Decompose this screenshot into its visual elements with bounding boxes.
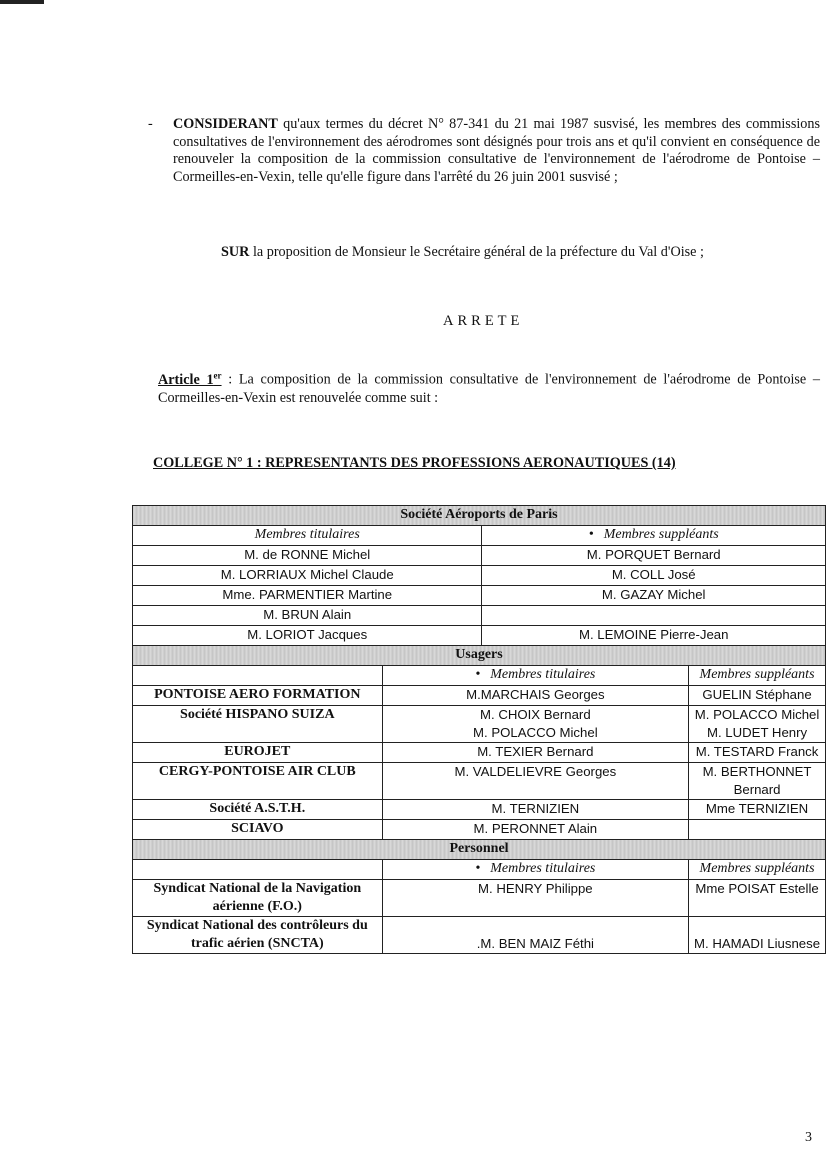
article-1-paragraph: [158, 366, 820, 407]
article-label: Article 1er: [158, 370, 222, 388]
section-header-aeroports: Société Aéroports de Paris: [133, 506, 826, 526]
org-cell: CERGY-PONTOISE AIR CLUB: [133, 763, 383, 800]
college-title: COLLEGE N° 1 : REPRESENTANTS DES PROFESSIONS AERONAUTIQUES (14): [153, 455, 676, 471]
scan-edge-mark: [0, 0, 44, 4]
suppleant-line: M. LUDET Henry: [706, 725, 808, 740]
org-cell: EUROJET: [133, 743, 383, 763]
titulaire-cell: M. TEXIER Bernard: [382, 743, 688, 763]
considerant-text: qu'aux termes du décret N° 87-341 du 21 mai 1987 susvisé, les membres des commissions consultatives de l'environnement des aérodromes sont désignés pour trois ans et qu'il convient en conséquence de renouveler la composition de la commission consultative de l'environnement de l'aérodrome de Pontoise – Cormeilles-en-Vexin, telle qu'elle figure dans l'arrêté du 26 juin 2001 susvisé ;: [173, 116, 820, 185]
table-row: [133, 586, 826, 606]
col-header-suppleants: • Membres suppléants: [482, 526, 826, 546]
col-header-titulaires: • Membres titulaires: [382, 860, 688, 880]
org-header-empty: [133, 860, 383, 880]
titulaire-cell: M. HENRY Philippe: [382, 880, 688, 917]
list-dash: -: [148, 116, 153, 132]
org-cell: Syndicat National des contrôleurs du trafic aérien (SNCTA): [133, 917, 383, 954]
titulaire-cell: Mme. PARMENTIER Martine: [133, 586, 482, 606]
titulaire-cell: M.MARCHAIS Georges: [382, 686, 688, 706]
col-header-titulaires: Membres titulaires: [133, 526, 482, 546]
org-cell: Société A.S.T.H.: [133, 800, 383, 820]
table-row: [133, 880, 826, 917]
table-row: [133, 546, 826, 566]
section-header-usagers: Usagers: [133, 646, 826, 666]
col-header-titulaires: • Membres titulaires: [382, 666, 688, 686]
sur-paragraph: [221, 244, 704, 261]
table-row: [133, 686, 826, 706]
suppleant-cell: Mme TERNIZIEN: [689, 800, 826, 820]
col-header-suppleants: Membres suppléants: [689, 666, 826, 686]
titulaire-cell: M. PERONNET Alain: [382, 820, 688, 840]
table-row: [133, 820, 826, 840]
org-header-empty: [133, 666, 383, 686]
org-cell: SCIAVO: [133, 820, 383, 840]
table-row: [133, 626, 826, 646]
section-header-personnel: Personnel: [133, 840, 826, 860]
titulaire-cell: M. LORRIAUX Michel Claude: [133, 566, 482, 586]
org-cell: Société HISPANO SUIZA: [133, 706, 383, 743]
table-row: [133, 566, 826, 586]
suppleant-cell: M. COLL José: [482, 566, 826, 586]
arrete-heading: ARRETE: [443, 313, 524, 329]
titulaire-cell: M. LORIOT Jacques: [133, 626, 482, 646]
table-row: [133, 917, 826, 954]
titulaire-cell: M. BRUN Alain: [133, 606, 482, 626]
suppleant-cell: M. LEMOINE Pierre-Jean: [482, 626, 826, 646]
suppleant-line: M. POLACCO Michel: [694, 707, 820, 722]
sur-text: la proposition de Monsieur le Secrétaire général de la préfecture du Val d'Oise ;: [249, 244, 704, 260]
table-row: [133, 763, 826, 800]
suppleant-cell: M. GAZAY Michel: [482, 586, 826, 606]
suppleant-cell: M. TESTARD Franck: [689, 743, 826, 763]
page-number: 3: [805, 1130, 812, 1145]
titulaire-cell: M. TERNIZIEN: [382, 800, 688, 820]
suppleant-cell: M. HAMADI Liusnese: [689, 917, 826, 954]
titulaire-cell: .M. BEN MAIZ Féthi: [382, 917, 688, 954]
suppleant-cell: [482, 606, 826, 626]
table-row: [133, 606, 826, 626]
considerant-paragraph: [148, 116, 820, 186]
article-text: : La composition de la commission consultative de l'environnement de l'aérodrome de Pontoise – Cormeilles-en-Vexin est renouvelée comme suit :: [158, 371, 821, 406]
titulaire-cell: [382, 706, 688, 743]
org-cell: PONTOISE AERO FORMATION: [133, 686, 383, 706]
suppleant-cell: Mme POISAT Estelle: [689, 880, 826, 917]
suppleant-cell: GUELIN Stéphane: [689, 686, 826, 706]
col-header-suppleants: Membres suppléants: [689, 860, 826, 880]
article-label-sup: er: [213, 370, 222, 380]
titulaire-cell: M. de RONNE Michel: [133, 546, 482, 566]
considerant-lead: CONSIDERANT: [173, 116, 278, 132]
suppleant-cell: M. BERTHONNET Bernard: [689, 763, 826, 800]
sur-lead: SUR: [221, 244, 250, 260]
composition-table: [132, 505, 826, 954]
org-cell: Syndicat National de la Navigation aérienne (F.O.): [133, 880, 383, 917]
table-row: [133, 800, 826, 820]
titulaire-line: M. POLACCO Michel: [473, 725, 598, 740]
suppleant-cell: [689, 820, 826, 840]
suppleant-cell: M. PORQUET Bernard: [482, 546, 826, 566]
suppleant-cell: [689, 706, 826, 743]
titulaire-cell: M. VALDELIEVRE Georges: [382, 763, 688, 800]
table-row: [133, 743, 826, 763]
titulaire-line: M. CHOIX Bernard: [480, 707, 591, 722]
table-row: [133, 706, 826, 743]
